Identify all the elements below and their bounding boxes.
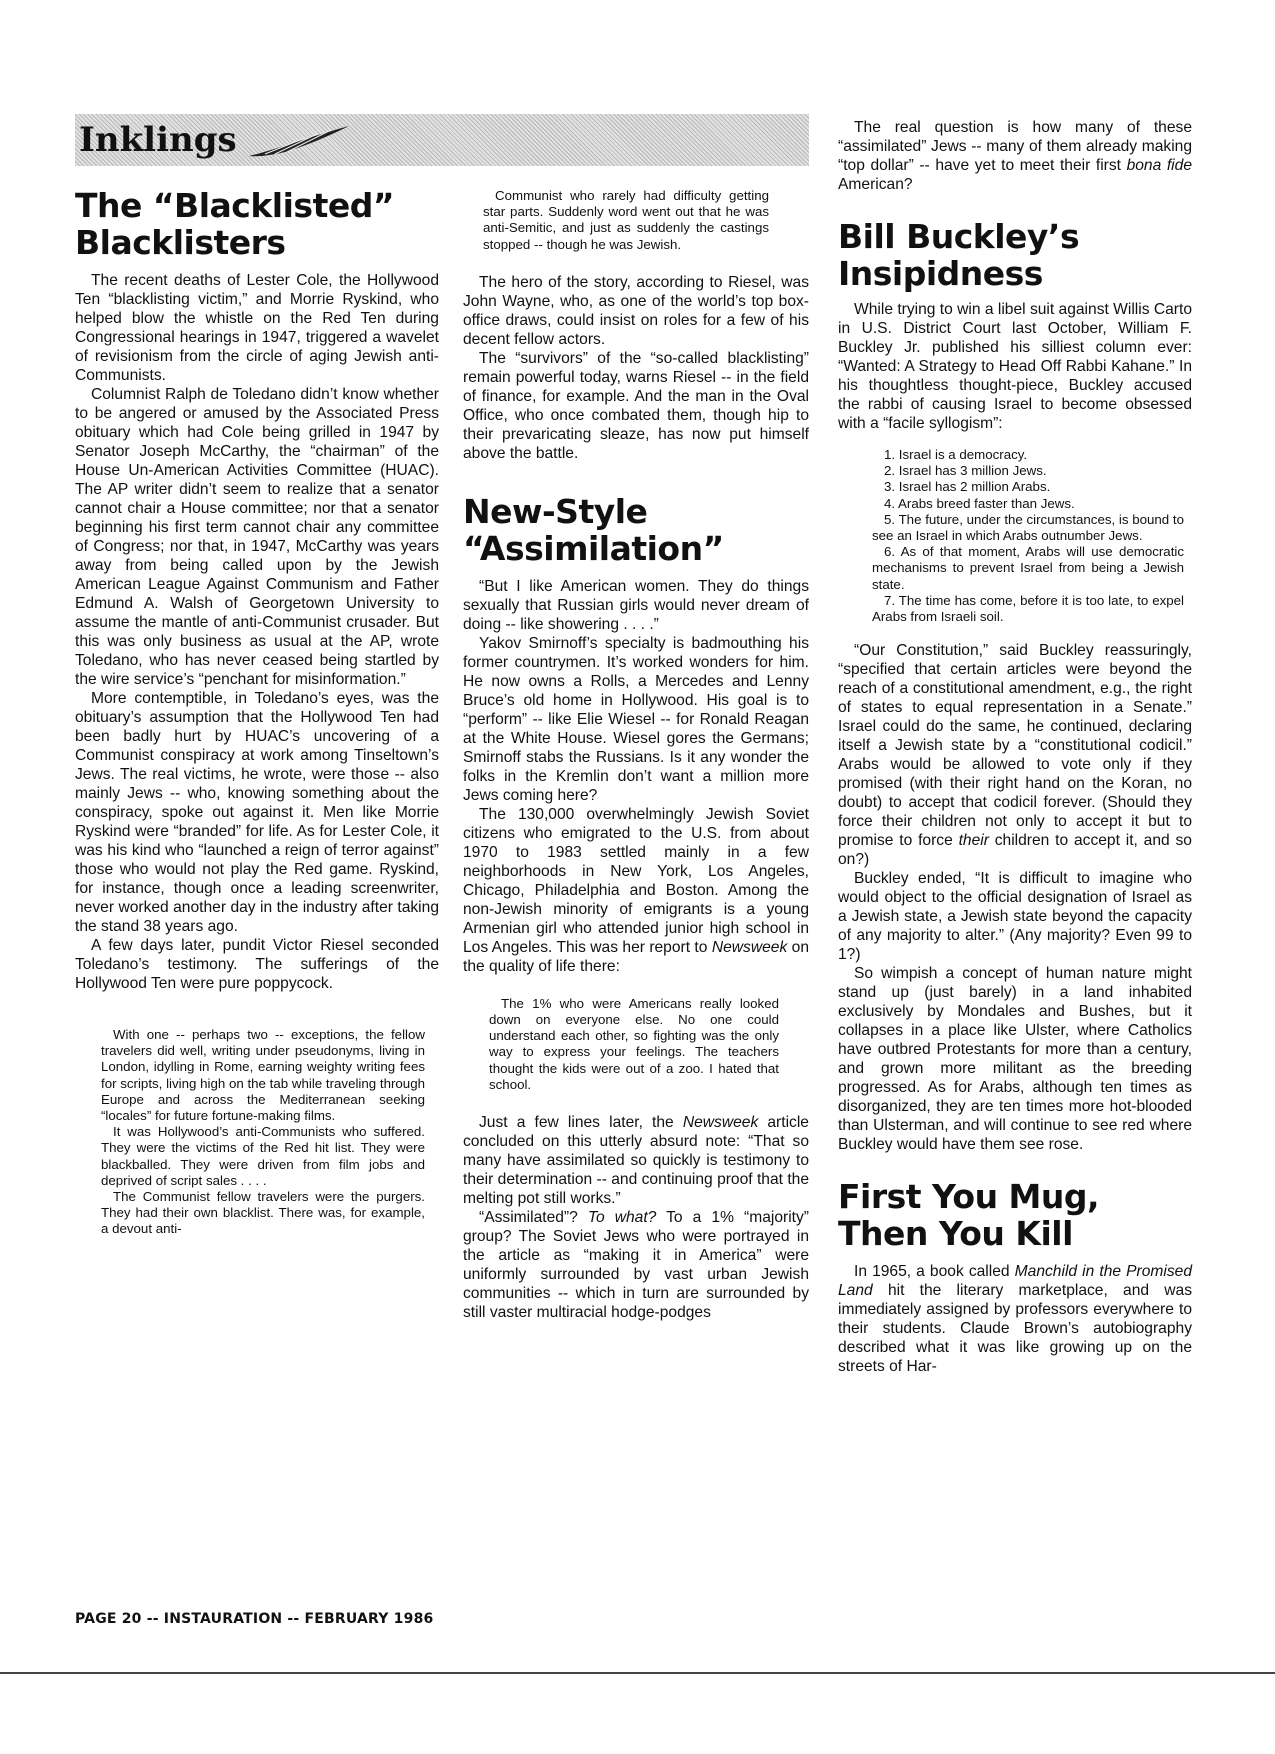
riesel-quote [75, 1027, 439, 1238]
list-item: 6. As of that moment, Arabs will use democratic mechanisms to prevent Israel from being a Jewish state. [872, 544, 1184, 592]
list-item: 3. Israel has 2 million Arabs. [884, 479, 1051, 495]
column-1 [75, 0, 439, 1238]
magazine-name: Newsweek [711, 938, 788, 956]
article3-paragraph: So wimpish a concept of human nature might stand up (just barely) in a land inhabited exclusively by Mondales and Bushes, but it collapses in a place like Ulster, where Catholics have outbred Protestants for more than a century, and grown more militant as the breeding progressed. As for Arabs, although ten times as disorganized, they are ten times more hot-blooded than Ulsterman, and will continue to see red where Buckley would have them see rose. [838, 965, 1192, 1154]
article3-paragraph: “Our Constitution,” said Buckley reassuringly, “specified that certain articles were beyond the reach of a constitutional amendment, e.g., the right of states to equal representation in a Senate.” Israel could do the same, he continued, declaring itself a Jewish state by a “constitutional codicil.” Arabs would be allowed to vote only if they promised (with their right hand on the Koran, no doubt) to accept that codicil forever. (Should they force their children not only to accept it but to promise to force their children to accept it, and so on?) [838, 642, 1192, 869]
quote-paragraph: The Communist fellow travelers were the purgers. They had their own blacklist. There was, for example, a devout anti- [101, 1189, 425, 1237]
page-footer: PAGE 20 -- INSTAURATION -- FEBRUARY 1986 [75, 1611, 434, 1627]
article2-paragraph: Yakov Smirnoff’s specialty is badmouthing his former countrymen. It’s worked wonders for him. He now owns a Rolls, a Mercedes and Lenny Bruce’s old home in Hollywood. His goal is to “perform” -- like Elie Wiesel -- for Ronald Reagan at the White House. Wiesel gores the Germans; Smirnoff stabs the Russians. Is it any wonder the folks in the Kremlin don’t want a million more Jews coming here? [463, 634, 809, 804]
headline-assimilation: New-Style “Assimilation” [463, 491, 724, 568]
article2-paragraph: The real question is how many of these “assimilated” Jews -- many of them already making “top dollar” -- have yet to meet their first bona fide American? [838, 119, 1192, 193]
article2-paragraph: The 130,000 overwhelmingly Jewish Soviet citizens who emigrated to the U.S. from about 1970 to 1983 settled mainly in a few neighborhoods in New York, Los Angeles, Chicago, Philadelphia and Boston. Among the non-Jewish minority of emigrants is a young Armenian girl who attended junior high school in Los Angeles. This was her report to Newsweek on the quality of life there: [463, 805, 809, 975]
article3-paragraph: Buckley ended, “It is difficult to imagine who would object to the official designation of Israel as a Jewish state, a Jewish state beyond the capacity of any majority to alter.” (Any majority? Even 99 to 1?) [838, 870, 1192, 964]
article4-paragraph: In 1965, a book called Manchild in the Promised Land hit the literary marketplace, and was immediately assigned by professors everywhere to their students. Claude Brown’s autobiography described what it was like growing up on the streets of Har- [838, 1263, 1192, 1376]
syllogism-list [838, 447, 1192, 625]
armenian-girl-quote [463, 996, 809, 1093]
quote-paragraph: The 1% who were Americans really looked down on everyone else. No one could understand each other, so fighting was the only way to express your feelings. The teachers thought the kids were out of a zoo. I hated that school. [489, 995, 779, 1092]
bottom-rule [0, 1672, 1275, 1674]
article2-paragraph: “But I like American women. They do things sexually that Russian girls would never dream of doing -- like showering . . . .” [463, 577, 809, 633]
list-item: 1. Israel is a democracy. [884, 447, 1028, 462]
headline-blacklisted: The “Blacklisted” Blacklisters [75, 186, 395, 262]
article1-paragraph: Columnist Ralph de Toledano didn’t know whether to be angered or amused by the Associated Press obituary which had Cole being grilled in 1947 by Senator Joseph McCarthy, the “chairman” of the House Un-American Activities Committee (HUAC). The AP writer didn’t seem to realize that a senator cannot chair a House committee; nor that a senator beginning his first term cannot chair any committee of Congress; nor that, in 1947, McCarthy was years away from being called upon by the Jewish American League Against Communism and Father Edmund A. Walsh of Georgetown University to assume the mantle of anti-Communist crusader. But this was only business as usual at the AP, wrote Toledano, who has never ceased being startled by the wire service’s “penchant for misinformation.” [75, 386, 439, 688]
article1-paragraph: More contemptible, in Toledano’s eyes, was the obituary’s assumption that the Hollywood Ten had been badly hurt by HUAC’s uncovering of a Communist conspiracy at work among Tinseltown’s Jews. The real victims, he wrote, were those -- also mainly Jews -- who, knowing something about the conspiracy, spoke out against it. Men like Morrie Ryskind were “branded” for life. As for Lester Cole, it was his kind who “launched a reign of terror against” those who would not play the Red game. Ryskind, for instance, though once a leading screenwriter, never worked another day in the industry after taking the stand 38 years ago. [75, 690, 439, 935]
quote-paragraph: With one -- perhaps two -- exceptions, the fellow travelers did well, writing under pseudonyms, living in London, idylling in Rome, earning weighty writing fees for scripts, living high on the tab while traveling through Europe and across the Mediterranean seeking “locales” for future fortune-making films. [101, 1027, 425, 1124]
book-title: Manchild in the Promised Land [838, 1263, 1192, 1300]
magazine-name: Newsweek [682, 1114, 759, 1132]
article2-paragraph: Just a few lines later, the Newsweek article concluded on this utterly absurd note: “That so many have assimilated so quickly is testimony to their determination -- and continuing proof that the melting pot still works.” [463, 1114, 809, 1208]
article1-paragraph: A few days later, pundit Victor Riesel seconded Toledano’s testimony. The sufferings of the Hollywood Ten were pure poppycock. [75, 937, 439, 992]
list-item: 7. The time has come, before it is too late, to expel Arabs from Israeli soil. [872, 592, 1184, 625]
article1-paragraph: The hero of the story, according to Riesel, was John Wayne, who, as one of the world’s top box-office draws, could insist on roles for a few of his decent fellow actors. [463, 273, 809, 348]
quote-paragraph: It was Hollywood’s anti-Communists who suffered. They were the victims of the Red hit list. They were blackballed. They were driven from film jobs and deprived of script sales . . . . [101, 1124, 425, 1188]
article2-paragraph: “Assimilated”? To what? To a 1% “majority” group? The Soviet Jews who were portrayed in the article as “making it in America” were uniformly surrounded by vast urban Jewish communities -- which in turn are surrounded by still vaster multiracial hodge-podges [463, 1209, 809, 1322]
riesel-quote-continued [463, 188, 809, 253]
column-2 [463, 0, 809, 1322]
list-item: 5. The future, under the circumstances, is bound to see an Israel in which Arabs outnumber Jews. [872, 511, 1184, 544]
banner-title: Inklings [79, 120, 237, 160]
headline-buckley: Bill Buckley’s Insipidness [838, 217, 1080, 293]
article3-paragraph: While trying to win a libel suit against Willis Carto in U.S. District Court last October, William F. Buckley Jr. published his silliest column ever: “Wanted: A Strategy to Head Off Rabbi Kahane.” In his thoughtless thought-piece, Buckley accused the rabbi of causing Israel to become obsessed with a “facile syllogism”: [838, 301, 1192, 432]
list-item: 4. Arabs breed faster than Jews. [884, 495, 1075, 511]
column-3 [838, 0, 1192, 1376]
list-item: 2. Israel has 3 million Jews. [884, 463, 1047, 479]
quote-paragraph: Communist who rarely had difficulty getting star parts. Suddenly word went out that he was anti-Semitic, and just as suddenly the castings stopped -- though he was Jewish. [483, 188, 769, 252]
headline-mug-kill: First You Mug, Then You Kill [838, 1177, 1100, 1254]
article1-paragraph: The recent deaths of Lester Cole, the Hollywood Ten “blacklisting victim,” and Morrie Ryskind, who helped blow the whistle on the Red Ten during Congressional hearings in 1947, triggered a wavelet of revisionism from the circle of aging Jewish anti-Communists. [75, 272, 439, 384]
article1-paragraph: The “survivors” of the “so-called blacklisting” remain powerful today, warns Riesel -- in the field of finance, for example. And the man in the Oval Office, who once combated them, though hip to their prevaricating sleaze, has now put himself above the battle. [463, 349, 809, 462]
